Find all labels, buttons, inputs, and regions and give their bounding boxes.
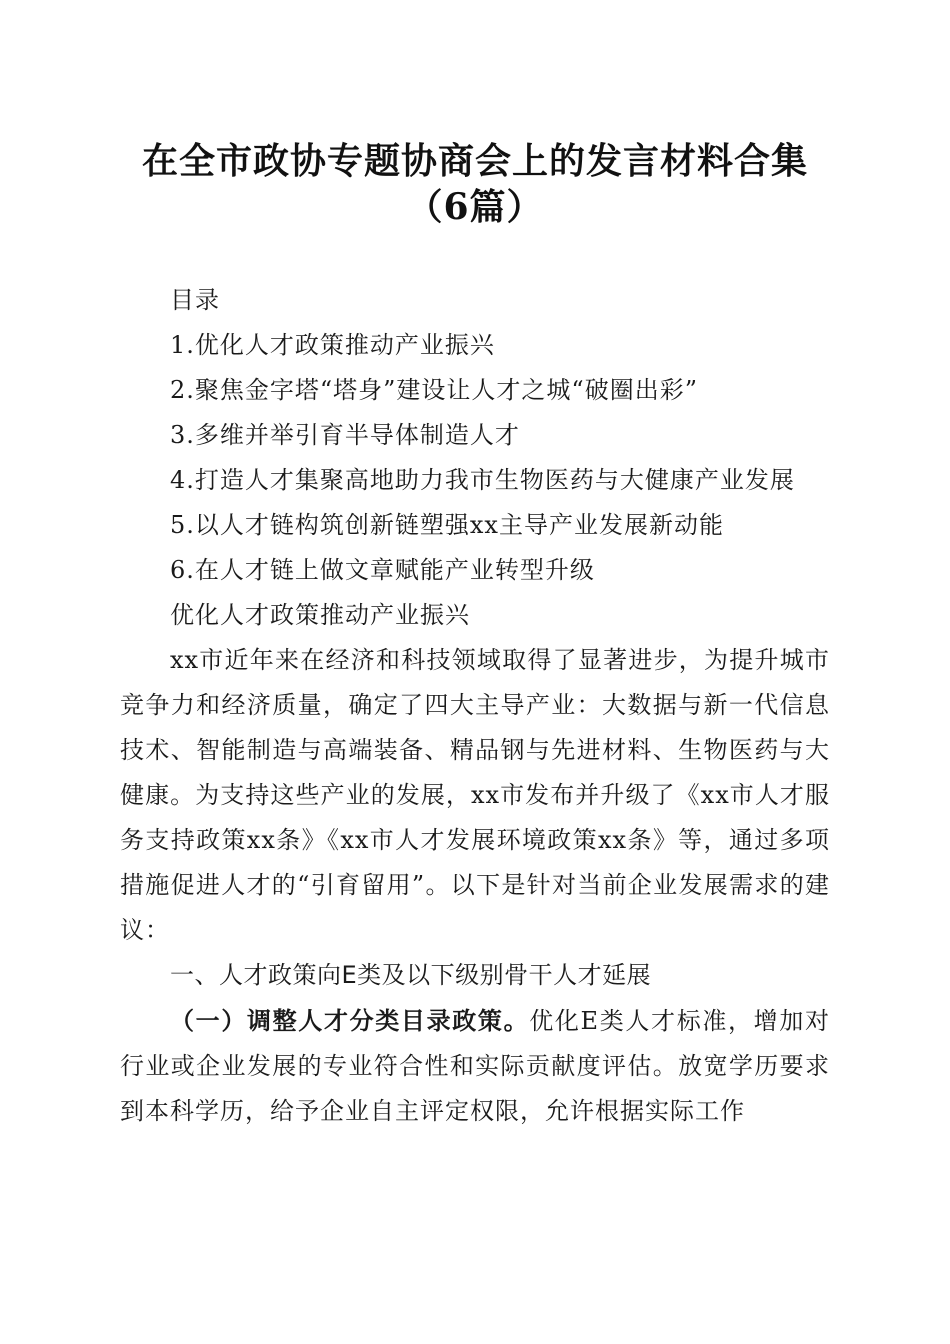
toc-item-4: 4.打造人才集聚高地助力我市生物医药与大健康产业发展: [170, 466, 795, 494]
sub-section-paragraph-1: [120, 998, 830, 1134]
article-title: 优化人才政策推动产业振兴: [170, 601, 470, 629]
toc-item-2: 2.聚焦金字塔“塔身”建设让人才之城“破圈出彩”: [170, 376, 698, 404]
toc-item-6: 6.在人才链上做文章赋能产业转型升级: [170, 556, 595, 584]
document-body: [120, 278, 830, 1134]
toc-label: 目录: [170, 286, 220, 314]
toc-item-1: 1.优化人才政策推动产业振兴: [170, 331, 495, 359]
toc-item-5: 5.以人才链构筑创新链塑强xx主导产业发展新动能: [170, 511, 724, 539]
document-title: 在全市政协专题协商会上的发言材料合集（6篇）: [141, 140, 808, 228]
sub-section-text-1: 优化E类人才标准，增加对行业或企业发展的专业符合性和实际贡献度评估。放宽学历要求到本科学历，给予企业自主评定权限，允许根据实际工作: [120, 1007, 830, 1125]
intro-paragraph: xx市近年来在经济和科技领域取得了显著进步，为提升城市竞争力和经济质量，确定了四大主导产业：大数据与新一代信息技术、智能制造与高端装备、精品钢与先进材料、生物医药与大健康。为支持这些产业的发展，xx市发布并升级了《xx市人才服务支持政策xx条》《xx市人才发展环境政策xx条》等，通过多项措施促进人才的“引育留用”。以下是针对当前企业发展需求的建议：: [120, 646, 830, 944]
sub-section-heading-1: （一）调整人才分类目录政策。: [170, 1006, 530, 1035]
toc-item-3: 3.多维并举引育半导体制造人才: [170, 421, 520, 449]
section-heading-1: 一、人才政策向E类及以下级别骨干人才延展: [170, 961, 652, 989]
